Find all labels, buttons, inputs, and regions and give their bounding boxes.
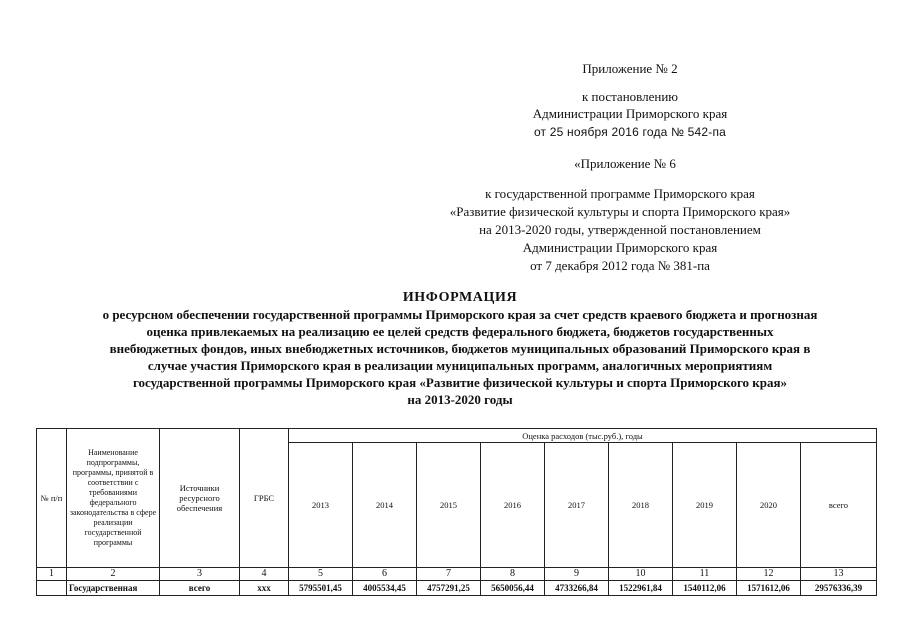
row-value: 4757291,25 bbox=[417, 581, 481, 596]
header-year: 2013 bbox=[289, 443, 353, 568]
index-cell: 4 bbox=[240, 568, 289, 581]
appendix-ref: к постановлению bbox=[581, 89, 679, 104]
header-grbs: ГРБС bbox=[240, 429, 289, 568]
row-value: 1522961,84 bbox=[609, 581, 673, 596]
table-row bbox=[37, 581, 877, 596]
header-year: 2020 bbox=[737, 443, 801, 568]
inner-appendix-number: «Приложение № 6 bbox=[574, 156, 676, 171]
index-cell: 7 bbox=[417, 568, 481, 581]
row-source: всего bbox=[160, 581, 240, 596]
table-header-row bbox=[37, 429, 877, 443]
index-cell: 6 bbox=[353, 568, 417, 581]
title-line: оценка привлекаемых на реализацию ее целей средств федерального бюджета, бюджетов государственных bbox=[146, 324, 774, 339]
index-cell: 11 bbox=[673, 568, 737, 581]
index-cell: 5 bbox=[289, 568, 353, 581]
title-line: государственной программы Приморского края «Развитие физической культуры и спорта Приморского края» bbox=[132, 375, 788, 390]
row-grbs: ххх bbox=[240, 581, 289, 596]
inner-appendix-program: к государственной программе Приморского края bbox=[485, 186, 755, 201]
inner-appendix-program-name: «Развитие физической культуры и спорта Приморского края» bbox=[449, 204, 791, 219]
appendix-authority: Администрации Приморского края bbox=[532, 106, 728, 121]
title-line: на 2013-2020 годы bbox=[407, 392, 513, 407]
appendix-number: Приложение № 2 bbox=[582, 61, 678, 76]
title-line: внебюджетных фондов, иных внебюджетных источников, бюджетов муниципальных образований Приморского края в bbox=[109, 341, 811, 356]
header-year: 2019 bbox=[673, 443, 737, 568]
header-year: 2016 bbox=[481, 443, 545, 568]
index-cell: 10 bbox=[609, 568, 673, 581]
header-source: Источники ресурсного обеспечения bbox=[160, 429, 240, 568]
header-total: всего bbox=[801, 443, 877, 568]
header-name: Наименование подпрограммы, программы, принятой в соответствии с требованиями федерального законодательства в сфере реализации государственной программы bbox=[67, 429, 160, 568]
index-cell: 13 bbox=[801, 568, 877, 581]
header-year: 2014 bbox=[353, 443, 417, 568]
index-cell: 8 bbox=[481, 568, 545, 581]
row-value: 5650056,44 bbox=[481, 581, 545, 596]
title-line: случае участия Приморского края в реализации муниципальных программ, аналогичных мероприятиям bbox=[147, 358, 773, 373]
header-year: 2015 bbox=[417, 443, 481, 568]
row-value: 1571612,06 bbox=[737, 581, 801, 596]
header-year: 2017 bbox=[545, 443, 609, 568]
index-cell: 1 bbox=[37, 568, 67, 581]
header-estimate: Оценка расходов (тыс.руб.), годы bbox=[289, 429, 877, 443]
row-total: 29576336,39 bbox=[801, 581, 877, 596]
title-line: о ресурсном обеспечении государственной программы Приморского края за счет средств краевого бюджета и прогнозная bbox=[102, 307, 818, 322]
title-heading: ИНФОРМАЦИЯ bbox=[402, 290, 518, 305]
inner-appendix-years: на 2013-2020 годы, утвержденной постановлением bbox=[479, 222, 761, 237]
index-cell: 2 bbox=[67, 568, 160, 581]
index-cell: 3 bbox=[160, 568, 240, 581]
header-num: № п/п bbox=[37, 429, 67, 568]
row-value: 5795501,45 bbox=[289, 581, 353, 596]
index-cell: 12 bbox=[737, 568, 801, 581]
row-value: 4005534,45 bbox=[353, 581, 417, 596]
inner-appendix-authority: Администрации Приморского края bbox=[522, 240, 718, 255]
inner-appendix-date: от 7 декабря 2012 года № 381-па bbox=[530, 258, 710, 273]
document-title bbox=[30, 289, 890, 408]
resource-table bbox=[36, 428, 877, 596]
row-value: 1540112,06 bbox=[673, 581, 737, 596]
appendix-date: от 25 ноября 2016 года № 542-па bbox=[533, 125, 727, 139]
row-name: Государственная bbox=[67, 581, 160, 596]
table-index-row bbox=[37, 568, 877, 581]
header-year: 2018 bbox=[609, 443, 673, 568]
index-cell: 9 bbox=[545, 568, 609, 581]
row-value: 4733266,84 bbox=[545, 581, 609, 596]
row-num bbox=[37, 581, 67, 596]
